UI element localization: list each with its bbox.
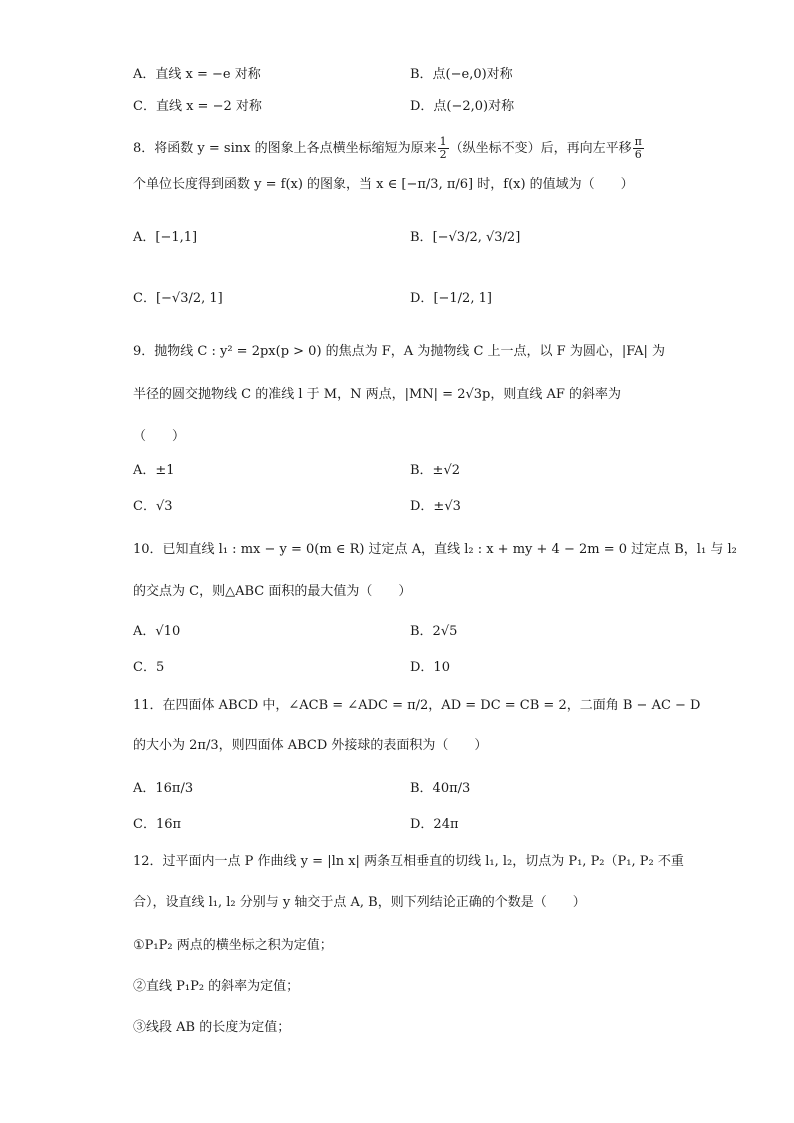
q11-option-d: D．24π	[410, 817, 459, 832]
q9-option-b: B．±√2	[410, 463, 461, 478]
q8-stem-line2-a: 个单位长度得到函数 y = f(x) 的图象，当 x ∈	[133, 177, 398, 192]
q8-option-b	[410, 229, 520, 247]
q9-option-d: D．±√3	[410, 499, 461, 514]
q11-option-b: B．40π/3	[410, 781, 471, 796]
q8-option-c-value: [−√3/2, 1]	[155, 291, 223, 306]
q12-item-1: ①P₁P₂ 两点的横坐标之积为定值；	[133, 938, 333, 953]
q9-option-c: C．√3	[133, 499, 173, 514]
q8-option-b-value: [−√3/2, √3/2]	[432, 230, 521, 245]
q12-item-2: ②直线 P₁P₂ 的斜率为定值；	[133, 979, 300, 994]
q9-stem-line2: 半径的圆交抛物线 C 的准线 l 于 M，N 两点，|MN| = 2√3p，则直线 AF 的斜率为	[133, 387, 622, 402]
q9-stem-line1: 9．抛物线 C : y² = 2px(p > 0) 的焦点为 F，A 为抛物线 C 上一点，以 F 为圆心，|FA| 为	[133, 344, 665, 359]
q11-option-a: A．16π/3	[133, 781, 194, 796]
q12-stem-line2: 合），设直线 l₁, l₂ 分别与 y 轴交于点 A, B，则下列结论正确的个数是（ ）	[133, 895, 586, 910]
q10-stem-line2: 的交点为 C，则△ABC 面积的最大值为（ ）	[133, 584, 412, 599]
q8-frac-half-num: 1	[439, 135, 447, 148]
q8-stem-line2	[133, 176, 634, 194]
q8-stem-part2: （纵坐标不变）后，再向左平移	[449, 141, 632, 156]
q7-option-c: C．直线 x = −2 对称	[133, 99, 262, 114]
q11-stem-line2: 的大小为 2π/3，则四面体 ABCD 外接球的表面积为（ ）	[133, 738, 488, 753]
q10-option-c: C．5	[133, 660, 165, 675]
q8-option-d	[410, 290, 492, 308]
q11-option-c: C．16π	[133, 817, 182, 832]
q10-stem-line1: 10．已知直线 l₁ : mx − y = 0(m ∈ R) 过定点 A，直线 l₂ : x + my + 4 − 2m = 0 过定点 B，l₁ 与 l₂	[133, 542, 737, 557]
q8-interval: [−π/3, π/6]	[401, 177, 474, 192]
q9-stem-line3: （ ）	[133, 429, 186, 444]
q8-option-a: A．[−1,1]	[133, 230, 198, 245]
q8-stem-line1	[133, 136, 645, 161]
q8-fraction-half	[438, 136, 449, 161]
q8-frac-pi6-num: π	[634, 135, 642, 148]
q9-option-a: A．±1	[133, 463, 175, 478]
q8-option-d-value: [−1/2, 1]	[433, 291, 492, 306]
q8-stem-line2-b: 时，f(x) 的值域为（ ）	[477, 177, 634, 192]
q8-option-c	[133, 290, 223, 308]
q8-option-c-label: C．	[133, 291, 156, 306]
q8-frac-pi6-den: 6	[634, 148, 642, 161]
q7-option-b: B．点(−e,0)对称	[410, 67, 513, 82]
q8-frac-half-den: 2	[439, 148, 447, 161]
q8-option-b-label: B．	[410, 230, 433, 245]
q10-option-d: D．10	[410, 660, 450, 675]
q10-option-a: A．√10	[133, 624, 181, 639]
q7-option-a: A．直线 x = −e 对称	[133, 67, 261, 82]
q7-option-d: D．点(−2,0)对称	[410, 99, 515, 114]
q8-stem-part1: 8．将函数 y = sinx 的图象上各点横坐标缩短为原来	[133, 141, 437, 156]
q8-fraction-pi6	[633, 136, 644, 161]
q12-stem-line1: 12．过平面内一点 P 作曲线 y = |ln x| 两条互相垂直的切线 l₁, l₂，切点为 P₁, P₂（P₁, P₂ 不重	[133, 854, 684, 869]
q11-stem-line1: 11．在四面体 ABCD 中，∠ACB = ∠ADC = π/2，AD = DC = CB = 2，二面角 B − AC − D	[133, 698, 701, 713]
q8-option-d-label: D．	[410, 291, 434, 306]
q10-option-b: B．2√5	[410, 624, 458, 639]
q12-item-3: ③线段 AB 的长度为定值；	[133, 1020, 291, 1035]
